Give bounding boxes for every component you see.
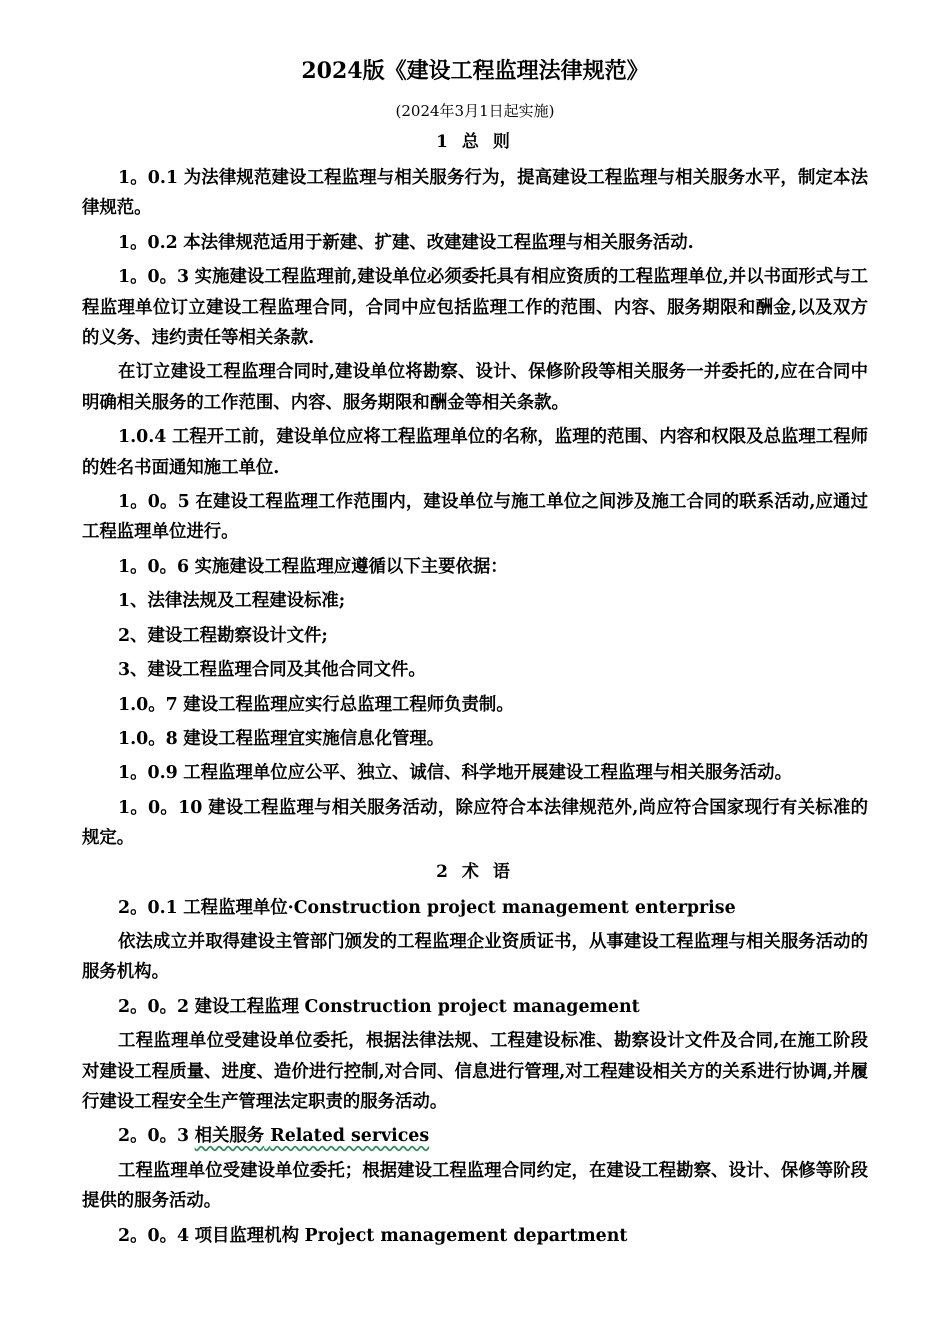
clause-number: 1。0。3: [118, 267, 190, 288]
term-2-0-2: [82, 992, 868, 1022]
clause-1-0-8: [82, 724, 868, 754]
term-number: 2。0。3: [118, 1126, 190, 1147]
clause-1-0-4: [82, 422, 868, 483]
clause-1-0-7: [82, 690, 868, 720]
clause-number: 1。0。10: [118, 797, 203, 818]
clause-text: 建设工程监理应实行总监理工程师负责制。: [183, 694, 514, 715]
term-name: 项目监理机构: [194, 1225, 299, 1246]
term-2-0-1: [82, 893, 868, 923]
clause-text: 工程监理单位应公平、独立、诚信、科学地开展建设工程监理与相关服务活动。: [183, 763, 792, 784]
list-item-1: [82, 586, 868, 616]
clause-1-0-1: [82, 163, 868, 224]
clause-1-0-9: [82, 758, 868, 788]
list-item-3: [82, 655, 868, 685]
term-english: Construction project management enterprise: [293, 897, 736, 918]
clause-1-0-5: [82, 487, 868, 548]
term-english: Construction project management: [304, 996, 640, 1017]
term-2-0-4: [82, 1221, 868, 1251]
clause-text: 在建设工程监理工作范围内，建设单位与施工单位之间涉及施工合同的联系活动,应通过工程监理单位进行。: [82, 492, 868, 543]
clause-number: 1.0。8: [118, 728, 178, 749]
clause-1-0-3-cont: [82, 357, 868, 418]
clause-1-0-10: [82, 793, 868, 854]
term-name: 建设工程监理: [194, 996, 299, 1017]
list-item-2: [82, 621, 868, 651]
list-number: 3、: [118, 660, 148, 681]
term-definition: 工程监理单位受建设单位委托；根据建设工程监理合同约定，在建设工程勘察、设计、保修等阶段提供的服务活动。: [82, 1160, 868, 1212]
clause-text: 本法律规范适用于新建、扩建、改建建设工程监理与相关服务活动.: [183, 232, 694, 253]
clause-number: 1。0。5: [118, 492, 190, 513]
term-english: Related services: [270, 1126, 430, 1147]
list-number: 1、: [118, 591, 148, 612]
clause-1-0-6: [82, 552, 868, 582]
section-heading-terms: 2 术 语: [436, 861, 514, 882]
clause-text: 建设工程监理宜实施信息化管理。: [183, 728, 445, 749]
list-text: 建设工程勘察设计文件;: [147, 625, 328, 646]
clause-number: 1。0.9: [118, 763, 178, 784]
term-2-0-1-definition: [82, 927, 868, 988]
clause-number: 1。0.1: [118, 168, 179, 188]
clause-number: 1。0.2: [118, 232, 178, 253]
clause-text: 工程开工前，建设单位应将工程监理单位的名称，监理的范围、内容和权限及总监理工程师的姓名书面通知施工单位.: [82, 427, 868, 478]
clause-number: 1.0。7: [118, 694, 178, 715]
document-title: 2024版《建设工程监理法律规范》: [301, 58, 649, 84]
term-name: 工程监理单位·: [183, 897, 294, 918]
list-text: 建设工程监理合同及其他合同文件。: [147, 660, 426, 681]
list-text: 法律法规及工程建设标准;: [147, 591, 346, 612]
clause-text: 建设工程监理与相关服务活动，除应符合本法律规范外,尚应符合国家现行有关标准的规定。: [82, 797, 869, 849]
term-2-0-3: [82, 1121, 868, 1151]
term-name: 相关服务: [194, 1126, 265, 1147]
clause-text: 在订立建设工程监理合同时,建设单位将勘察、设计、保修阶段等相关服务一并委托的,应在合同中明确相关服务的工作范围、内容、服务期限和酬金等相关条款。: [82, 362, 868, 413]
list-number: 2、: [118, 625, 148, 646]
term-definition: 依法成立并取得建设主管部门颁发的工程监理企业资质证书，从事建设工程监理与相关服务活动的服务机构。: [82, 931, 868, 983]
term-number: 2。0.1: [118, 897, 178, 918]
term-definition: 工程监理单位受建设单位委托，根据法律法规、工程建设标准、勘察设计文件及合同,在施工阶段对建设工程质量、进度、造价进行控制,对合同、信息进行管理,对工程建设相关方的关系进行协调,并履行建设工程安全生产管理法定职责的服务活动。: [82, 1031, 868, 1112]
term-english: Project management department: [304, 1225, 628, 1246]
clause-number: 1。0。6: [118, 556, 190, 577]
section-heading-general: 1 总 则: [436, 132, 514, 152]
clause-1-0-2: [82, 228, 868, 258]
clause-1-0-3: [82, 262, 868, 353]
clause-number: 1.0.4: [118, 427, 167, 448]
term-2-0-3-definition: [82, 1156, 868, 1217]
term-2-0-2-definition: [82, 1026, 868, 1117]
clause-text: 实施建设工程监理应遵循以下主要依据：: [194, 556, 508, 577]
document-subtitle: (2024年3月1日起实施): [395, 102, 555, 120]
term-number: 2。0。2: [118, 996, 190, 1017]
term-name-underlined: [195, 1126, 430, 1146]
term-number: 2。0。4: [118, 1225, 190, 1246]
clause-text: 实施建设工程监理前,建设单位必须委托具有相应资质的工程监理单位,并以书面形式与工程监理单位订立建设工程监理合同，合同中应包括监理工作的范围、内容、服务期限和酬金,以及双方的义务、违约责任等相关条款.: [82, 267, 868, 349]
clause-text: 为法律规范建设工程监理与相关服务行为，提高建设工程监理与相关服务水平，制定本法律规范。: [82, 168, 868, 219]
